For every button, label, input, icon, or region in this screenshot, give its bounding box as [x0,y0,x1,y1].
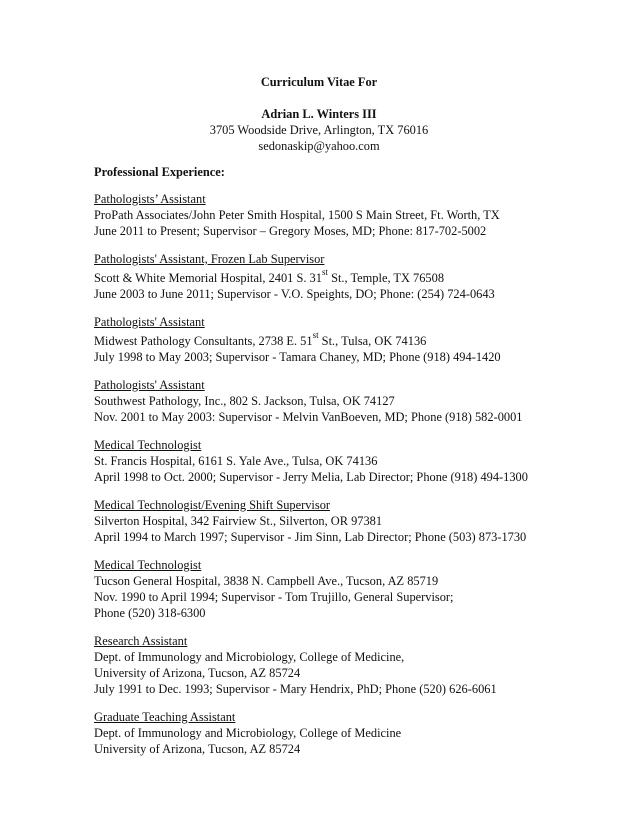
job-details: Nov. 1990 to April 1994; Supervisor - Tom Trujillo, General Supervisor; [94,590,454,604]
job-details: June 2003 to June 2011; Supervisor - V.O. Speights, DO; Phone: (254) 724-0643 [94,287,495,301]
job-title: Research Assistant [94,634,188,648]
job-employer: St. Francis Hospital, 6161 S. Yale Ave., Tulsa, OK 74136 [94,454,378,468]
experience-entry [94,314,614,365]
job-title: Pathologists' Assistant [94,378,205,392]
job-title: Medical Technologist/Evening Shift Supervisor [94,498,331,512]
job-employer: Silverton Hospital, 342 Fairview St., Silverton, OR 97381 [94,514,383,528]
experience-entry [94,437,614,485]
ordinal-suffix: st [321,266,328,277]
job-details: Nov. 2001 to May 2003: Supervisor - Melvin VanBoeven, MD; Phone (918) 582-0001 [94,410,523,424]
experience-entry [94,557,614,621]
experience-entry [94,709,614,757]
job-title: Medical Technologist [94,558,202,572]
experience-entry [94,497,614,545]
job-employer-text: Midwest Pathology Consultants, 2738 E. 51 [94,334,313,348]
job-employer [94,329,614,349]
cv-title: Curriculum Vitae For [260,75,378,89]
cv-email: sedonaskip@yahoo.com [258,139,380,153]
job-details: June 2011 to Present; Supervisor – Gregory Moses, MD; Phone: 817-702-5002 [94,224,487,238]
job-employer: ProPath Associates/John Peter Smith Hospital, 1500 S Main Street, Ft. Worth, TX [94,208,500,222]
job-employer-location: University of Arizona, Tucson, AZ 85724 [94,666,301,680]
job-employer: Dept. of Immunology and Microbiology, College of Medicine [94,726,402,740]
section-heading-professional-experience: Professional Experience: [94,165,225,179]
experience-entry [94,191,614,239]
job-title: Pathologists' Assistant [94,315,205,329]
job-employer [94,266,614,286]
cv-address: 3705 Woodside Drive, Arlington, TX 76016 [209,123,429,137]
job-details: April 1998 to Oct. 2000; Supervisor - Jerry Melia, Lab Director; Phone (918) 494-1300 [94,470,528,484]
experience-list [94,191,614,769]
job-details: July 1998 to May 2003; Supervisor - Tamara Chaney, MD; Phone (918) 494-1420 [94,350,501,364]
job-employer-text: Scott & White Memorial Hospital, 2401 S. 31 [94,271,322,285]
job-title: Pathologists’ Assistant [94,192,206,206]
experience-entry [94,633,614,697]
job-title: Medical Technologist [94,438,202,452]
job-employer-text: St., Temple, TX 76508 [327,271,445,285]
job-title: Graduate Teaching Assistant [94,710,236,724]
ordinal-suffix: st [312,329,319,340]
job-details: April 1994 to March 1997; Supervisor - Jim Sinn, Lab Director; Phone (503) 873-1730 [94,530,527,544]
cv-header [0,74,638,154]
job-employer-text: St., Tulsa, OK 74136 [318,334,427,348]
cv-name: Adrian L. Winters III [261,107,377,121]
job-employer-location: University of Arizona, Tucson, AZ 85724 [94,742,301,756]
job-employer: Southwest Pathology, Inc., 802 S. Jackson, Tulsa, OK 74127 [94,394,395,408]
experience-entry [94,377,614,425]
job-details: July 1991 to Dec. 1993; Supervisor - Mary Hendrix, PhD; Phone (520) 626-6061 [94,682,497,696]
job-title: Pathologists' Assistant, Frozen Lab Supervisor [94,252,325,266]
experience-entry [94,251,614,302]
job-employer: Tucson General Hospital, 3838 N. Campbell Ave., Tucson, AZ 85719 [94,574,439,588]
job-phone: Phone (520) 318-6300 [94,606,206,620]
job-employer: Dept. of Immunology and Microbiology, College of Medicine, [94,650,405,664]
